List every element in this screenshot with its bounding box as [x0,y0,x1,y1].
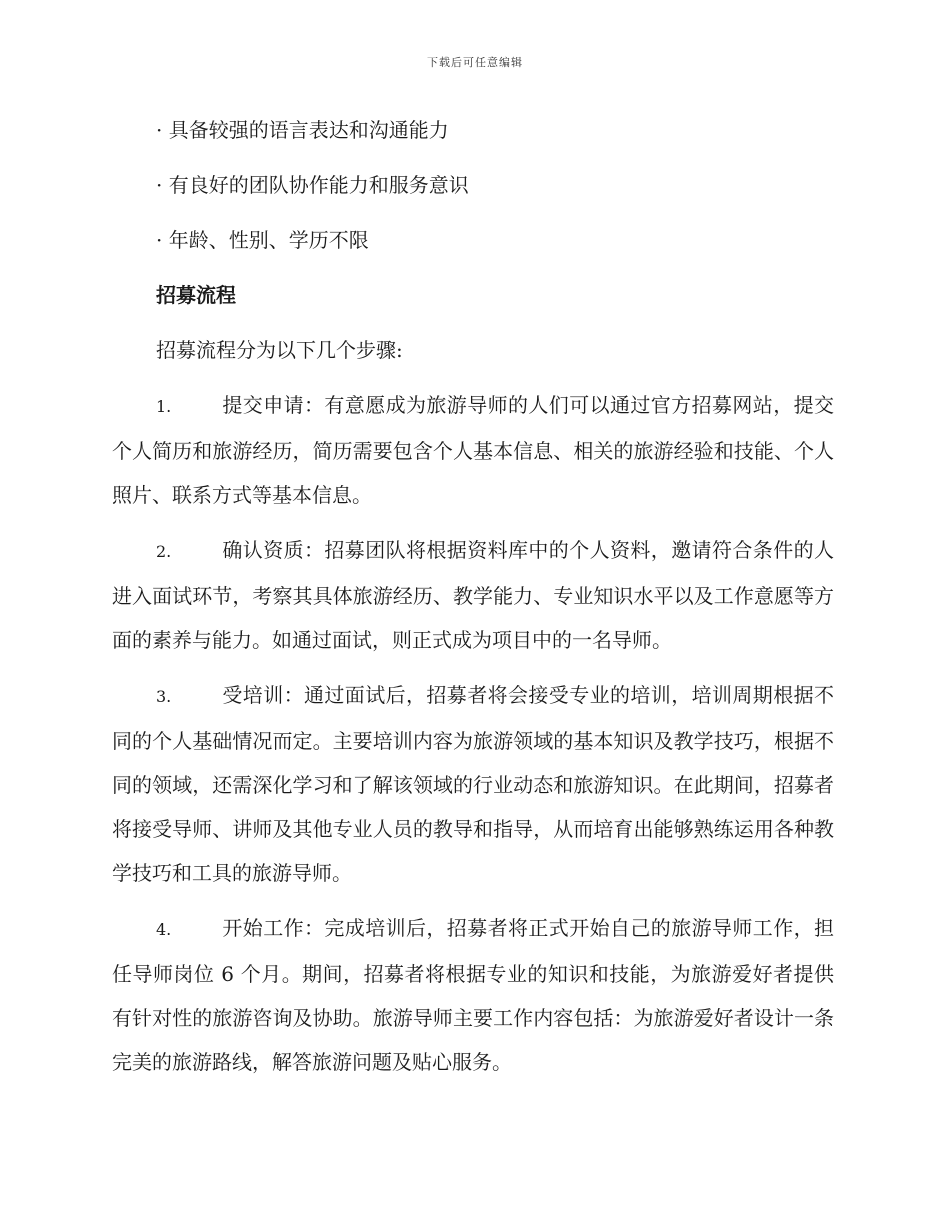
document-body [112,108,834,1095]
step-text: 受培训：通过面试后，招募者将会接受专业的培训，培训周期根据不同的个人基础情况而定。主要培训内容为旅游领域的基本知识及教学技巧，根据不同的领域，还需深化学习和了解该领域的行业动态和旅游知识。在此期间，招募者将接受导师、讲师及其他专业人员的教导和指导，从而培育出能够熟练运用各种教学技巧和工具的旅游导师。 [112,683,834,885]
step-number: 1. [156,397,172,416]
requirement-item: · 年龄、性别、学历不限 [156,228,369,252]
step-number: 4. [156,920,172,939]
section-intro: 招募流程分为以下几个步骤: [156,338,403,362]
step-number: 2. [156,542,172,561]
step-text: 开始工作：完成培训后，招募者将正式开始自己的旅游导师工作，担任导师岗位 6 个月。期间，招募者将根据专业的知识和技能，为旅游爱好者提供有针对性的旅游咨询及协助。旅游导师主要工作内容包括：为旅游爱好者设计一条完美的旅游路线，解答旅游问题及贴心服务。 [112,916,834,1074]
section-heading: 招募流程 [156,283,236,307]
header-note: 下载后可任意编辑 [427,56,523,69]
step-text: 确认资质：招募团队将根据资料库中的个人资料，邀请符合条件的人进入面试环节，考察其具体旅游经历、教学能力、专业知识水平以及工作意愿等方面的素养与能力。如通过面试，则正式成为项目中的一名导师。 [112,538,834,652]
step-item-1 [112,383,834,517]
step-item-2 [112,528,834,662]
step-item-4 [112,906,834,1084]
requirement-item: · 具备较强的语言表达和沟通能力 [156,118,449,142]
step-item-3 [112,673,834,895]
step-text: 提交申请：有意愿成为旅游导师的人们可以通过官方招募网站，提交个人简历和旅游经历，简历需要包含个人基本信息、相关的旅游经验和技能、个人照片、联系方式等基本信息。 [112,393,834,507]
requirement-item: · 有良好的团队协作能力和服务意识 [156,173,469,197]
step-number: 3. [156,687,172,706]
